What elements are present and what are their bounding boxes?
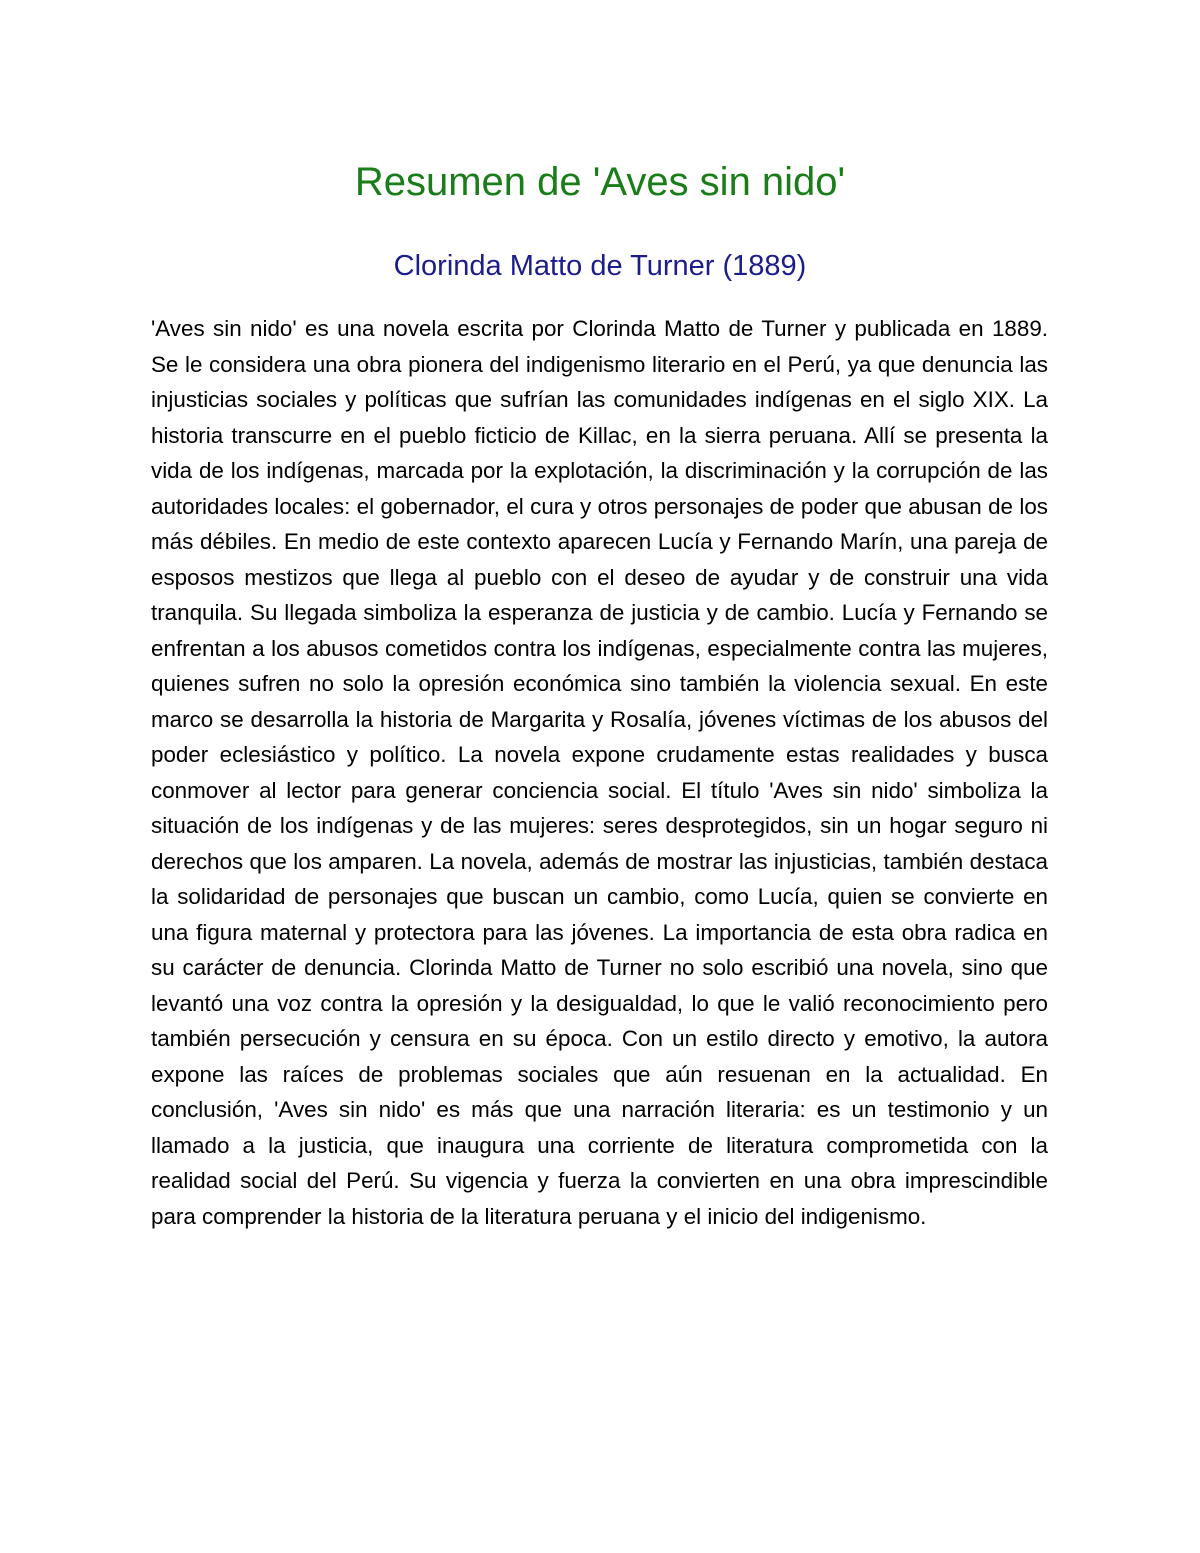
page-subtitle: Clorinda Matto de Turner (1889) bbox=[393, 250, 807, 282]
summary-paragraph: 'Aves sin nido' es una novela escrita por Clorinda Matto de Turner y publicada en 1889. Se le considera una obra pionera del indigenismo literario en el Perú, ya que denuncia las injusticias sociales y políticas que sufrían las comunidades indígenas en el siglo XIX. La historia transcurre en el pueblo ficticio de Killac, en la sierra peruana. Allí se presenta la vida de los indígenas, marcada por la explotación, la discriminación y la corrupción de las autoridades locales: el gobernador, el cura y otros personajes de poder que abusan de los más débiles. En medio de este contexto aparecen Lucía y Fernando Marín, una pareja de esposos mestizos que llega al pueblo con el deseo de ayudar y de construir una vida tranquila. Su llegada simboliza la esperanza de justicia y de cambio. Lucía y Fernando se enfrentan a los abusos cometidos contra los indígenas, especialmente contra las mujeres, quienes sufren no solo la opresión económica sino también la violencia sexual. En este marco se desarrolla la historia de Margarita y Rosalía, jóvenes víctimas de los abusos del poder eclesiástico y político. La novela expone crudamente estas realidades y busca conmover al lector para generar conciencia social. El título 'Aves sin nido' simboliza la situación de los indígenas y de las mujeres: seres desprotegidos, sin un hogar seguro ni derechos que los amparen. La novela, además de mostrar las injusticias, también destaca la solidaridad de personajes que buscan un cambio, como Lucía, quien se convierte en una figura maternal y protectora para las jóvenes. La importancia de esta obra radica en su carácter de denuncia. Clorinda Matto de Turner no solo escribió una novela, sino que levantó una voz contra la opresión y la desigualdad, lo que le valió reconocimiento pero también persecución y censura en su época. Con un estilo directo y emotivo, la autora expone las raíces de problemas sociales que aún resuenan en la actualidad. En conclusión, 'Aves sin nido' es más que una narración literaria: es un testimonio y un llamado a la justicia, que inaugura una corriente de literatura comprometida con la realidad social del Perú. Su vigencia y fuerza la convierten en una obra imprescindible para comprender la historia de la literatura peruana y el inicio del indigenismo. bbox=[151, 316, 1048, 1229]
page-title: Resumen de 'Aves sin nido' bbox=[354, 160, 846, 204]
